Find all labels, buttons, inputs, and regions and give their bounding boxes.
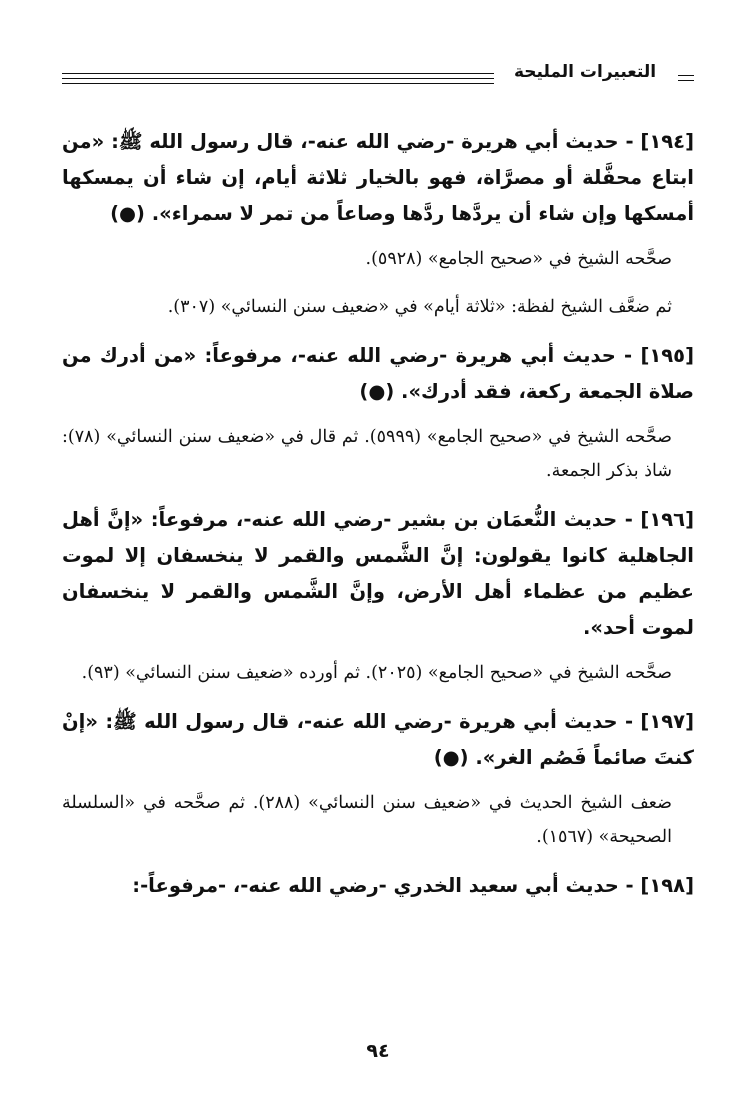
commentary-note: صحَّحه الشيخ في «صحيح الجامع» (٥٩٩٩). ثم قال في «ضعيف سنن النسائي» (٧٨): شاذ بذكر الجمعة. <box>62 427 672 481</box>
hadith-entry: [١٩٤] - حديث أبي هريرة -رضي الله عنه-، قال رسول الله ﷺ: «من ابتاع محفَّلة أو مصرَّاة، فهو بالخيار ثلاثة أيام، إن شاء أن يمسكها أمسكها وإن شاء أن يردَّها ردَّها وصاعاً من تمر لا سمراء». (●) <box>62 130 694 225</box>
commentary-note: صحَّحه الشيخ في «صحيح الجامع» (٥٩٢٨). <box>365 249 672 269</box>
hadith-entry: [١٩٧] - حديث أبي هريرة -رضي الله عنه-، قال رسول الله ﷺ: «إنْ كنتَ صائماً فَصُم الغر». (●) <box>62 710 694 769</box>
header-dash <box>678 75 694 76</box>
page-number: ٩٤ <box>366 1040 390 1062</box>
commentary-note: صحَّحه الشيخ في «صحيح الجامع» (٢٠٢٥). ثم أورده «ضعيف سنن النسائي» (٩٣). <box>81 663 672 683</box>
header-rule <box>62 73 494 74</box>
hadith-entry: [١٩٦] - حديث النُّعمَان بن بشير -رضي الله عنه-، مرفوعاً: «إنَّ أهل الجاهلية كانوا يقولون: إنَّ الشَّمس والقمر لا ينخسفان إلا لموت عظيم من عظماء أهل الأرض، وإنَّ الشَّمس والقمر لا ينخسفان لموت أحد». <box>62 508 694 639</box>
header-rule <box>62 83 494 84</box>
commentary-note: ثم ضعَّف الشيخ لفظة: «ثلاثة أيام» في «ضعيف سنن النسائي» (٣٠٧). <box>167 297 672 317</box>
header-title: التعبيرات المليحة <box>513 62 657 82</box>
hadith-entry: [١٩٨] - حديث أبي سعيد الخدري -رضي الله عنه-، -مرفوعاً-: <box>132 874 694 897</box>
running-header <box>62 62 694 92</box>
page-content <box>62 124 694 914</box>
header-rule <box>62 78 494 79</box>
hadith-entry: [١٩٥] - حديث أبي هريرة -رضي الله عنه-، مرفوعاً: «من أدرك من صلاة الجمعة ركعة، فقد أدرك». (●) <box>62 344 694 403</box>
header-dash <box>678 80 694 81</box>
commentary-note: ضعف الشيخ الحديث في «ضعيف سنن النسائي» (٢٨٨). ثم صحَّحه في «السلسلة الصحيحة» (١٥٦٧). <box>62 793 672 847</box>
